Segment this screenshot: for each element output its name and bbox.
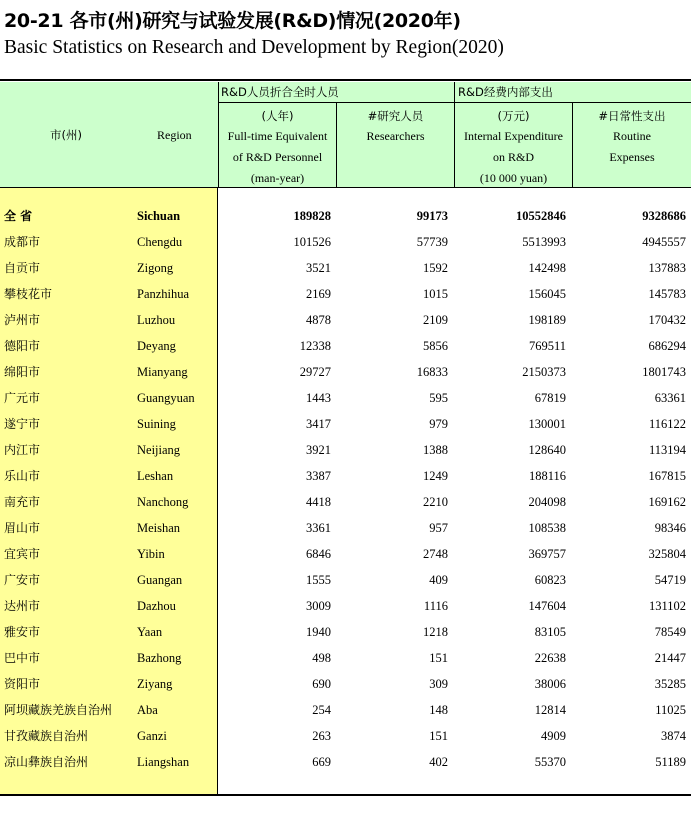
header-exp-unit-cn: (万元) <box>497 109 530 123</box>
value-routine-expenses: 167815 <box>648 469 686 483</box>
value-internal-expenditure: 12814 <box>534 703 566 717</box>
value-researchers: 57739 <box>416 235 448 249</box>
page-title-chinese: 20-21 各市(州)研究与试验发展(R&D)情况(2020年) <box>4 10 461 32</box>
region-name-cn: 遂宁市 <box>4 417 41 431</box>
table-row <box>0 229 691 255</box>
header-region-en: Region <box>157 128 192 142</box>
header-personnel-fte <box>219 106 336 189</box>
value-internal-expenditure: 156045 <box>528 287 566 301</box>
value-fte-personnel: 3417 <box>306 417 331 431</box>
region-name-cn: 成都市 <box>4 235 41 249</box>
value-internal-expenditure: 83105 <box>534 625 566 639</box>
region-name-cn: 广安市 <box>4 573 41 587</box>
region-name-en: Dazhou <box>137 599 176 613</box>
value-researchers: 1592 <box>423 261 448 275</box>
value-routine-expenses: 35285 <box>654 677 686 691</box>
value-internal-expenditure: 108538 <box>528 521 566 535</box>
table-row <box>0 619 691 645</box>
value-fte-personnel: 3921 <box>306 443 331 457</box>
region-name-en: Mianyang <box>137 365 188 379</box>
value-fte-personnel: 3387 <box>306 469 331 483</box>
region-name-en: Neijiang <box>137 443 181 457</box>
value-routine-expenses: 51189 <box>655 755 686 769</box>
value-fte-personnel: 1940 <box>306 625 331 639</box>
region-name-en: Leshan <box>137 469 174 483</box>
value-routine-expenses: 11025 <box>655 703 686 717</box>
table-row <box>0 255 691 281</box>
region-name-cn: 广元市 <box>4 391 41 405</box>
region-name-cn: 泸州市 <box>4 313 41 327</box>
value-fte-personnel: 690 <box>312 677 331 691</box>
value-researchers: 1388 <box>423 443 448 457</box>
value-internal-expenditure: 55370 <box>534 755 566 769</box>
value-internal-expenditure: 369757 <box>528 547 566 561</box>
page-title-english: Basic Statistics on Research and Development by Region(2020) <box>4 37 504 58</box>
value-fte-personnel: 101526 <box>293 235 331 249</box>
header-region-cn: 市(州) <box>50 128 82 142</box>
region-name-en: Yibin <box>137 547 165 561</box>
table-row <box>0 593 691 619</box>
value-internal-expenditure: 67819 <box>534 391 566 405</box>
value-routine-expenses: 169162 <box>648 495 686 509</box>
value-internal-expenditure: 22638 <box>534 651 566 665</box>
header-fte-line1: Full-time Equivalent <box>227 129 328 143</box>
value-routine-expenses: 131102 <box>648 599 686 613</box>
value-internal-expenditure: 769511 <box>528 339 566 353</box>
table-row <box>0 697 691 723</box>
header-researchers-cn: #研究人员 <box>367 109 424 123</box>
value-internal-expenditure: 142498 <box>528 261 566 275</box>
table-row <box>0 333 691 359</box>
table-row <box>0 645 691 671</box>
value-fte-personnel: 3009 <box>306 599 331 613</box>
region-name-cn: 宜宾市 <box>4 547 41 561</box>
value-internal-expenditure: 198189 <box>528 313 566 327</box>
value-fte-personnel: 2169 <box>306 287 331 301</box>
value-fte-personnel: 4418 <box>306 495 331 509</box>
value-researchers: 148 <box>429 703 448 717</box>
value-internal-expenditure: 2150373 <box>522 365 566 379</box>
value-fte-personnel: 1555 <box>306 573 331 587</box>
value-internal-expenditure: 130001 <box>528 417 566 431</box>
region-name-en: Meishan <box>137 521 181 535</box>
region-name-en: Yaan <box>137 625 163 639</box>
region-name-cn: 巴中市 <box>4 651 41 665</box>
region-name-cn: 凉山彝族自治州 <box>4 755 89 769</box>
value-researchers: 99173 <box>416 209 448 223</box>
value-researchers: 1116 <box>423 599 448 613</box>
table-row <box>0 359 691 385</box>
value-researchers: 1218 <box>423 625 448 639</box>
region-name-cn: 资阳市 <box>4 677 41 691</box>
table-row <box>0 541 691 567</box>
table-row <box>0 489 691 515</box>
header-routine-expenses <box>573 106 691 168</box>
region-name-cn: 自贡市 <box>4 261 41 275</box>
value-fte-personnel: 6846 <box>306 547 331 561</box>
table-row <box>0 437 691 463</box>
region-name-cn: 眉山市 <box>4 521 41 535</box>
table-row <box>0 307 691 333</box>
value-routine-expenses: 686294 <box>648 339 686 353</box>
value-fte-personnel: 12338 <box>299 339 331 353</box>
value-researchers: 1015 <box>423 287 448 301</box>
value-internal-expenditure: 188116 <box>528 469 566 483</box>
value-routine-expenses: 3874 <box>661 729 686 743</box>
header-fte-line2: of R&D Personnel <box>232 150 323 164</box>
value-fte-personnel: 3521 <box>306 261 331 275</box>
value-fte-personnel: 4878 <box>306 313 331 327</box>
header-researchers <box>337 106 454 147</box>
table-bottom-rule <box>0 794 691 796</box>
value-internal-expenditure: 147604 <box>528 599 566 613</box>
table-row <box>0 411 691 437</box>
value-researchers: 2210 <box>423 495 448 509</box>
header-group-personnel: R&D人员折合全时人员 <box>221 85 339 99</box>
value-researchers: 2748 <box>423 547 448 561</box>
header-researchers-en: Researchers <box>366 129 425 143</box>
region-name-cn: 攀枝花市 <box>4 287 53 301</box>
value-fte-personnel: 3361 <box>306 521 331 535</box>
header-group-expenditure: R&D经费内部支出 <box>458 85 553 99</box>
value-routine-expenses: 137883 <box>648 261 686 275</box>
value-researchers: 151 <box>429 729 448 743</box>
value-researchers: 309 <box>429 677 448 691</box>
value-internal-expenditure: 4909 <box>541 729 566 743</box>
value-researchers: 16833 <box>416 365 448 379</box>
region-name-en: Panzhihua <box>137 287 190 301</box>
table-row <box>0 749 691 775</box>
value-internal-expenditure: 5513993 <box>522 235 566 249</box>
region-name-cn: 阿坝藏族羌族自治州 <box>4 703 113 717</box>
header-routine-cn: #日常性支出 <box>598 109 666 123</box>
region-name-en: Aba <box>137 703 158 717</box>
value-researchers: 957 <box>429 521 448 535</box>
value-routine-expenses: 9328686 <box>642 209 686 223</box>
region-name-cn: 达州市 <box>4 599 41 613</box>
table-row <box>0 671 691 697</box>
region-name-en: Bazhong <box>137 651 182 665</box>
header-routine-line1: Routine <box>613 129 651 143</box>
value-routine-expenses: 63361 <box>654 391 686 405</box>
value-routine-expenses: 113194 <box>648 443 686 457</box>
region-name-cn: 乐山市 <box>4 469 41 483</box>
header-fte-unit-cn: (人年) <box>261 109 294 123</box>
region-name-cn: 雅安市 <box>4 625 41 639</box>
header-routine-line2: Expenses <box>609 150 655 164</box>
table-top-rule <box>0 79 691 81</box>
region-name-en: Zigong <box>137 261 174 275</box>
region-name-en: Liangshan <box>137 755 190 769</box>
table-row-total <box>0 203 691 229</box>
table-row <box>0 723 691 749</box>
value-routine-expenses: 78549 <box>654 625 686 639</box>
region-name-en: Guangan <box>137 573 183 587</box>
value-researchers: 595 <box>429 391 448 405</box>
header-fte-line3: (man-year) <box>250 171 305 185</box>
region-name-en: Ziyang <box>137 677 173 691</box>
value-internal-expenditure: 60823 <box>534 573 566 587</box>
region-name-cn: 内江市 <box>4 443 41 457</box>
value-fte-personnel: 498 <box>312 651 331 665</box>
table-row <box>0 281 691 307</box>
region-name-en: Luzhou <box>137 313 176 327</box>
value-researchers: 979 <box>429 417 448 431</box>
value-routine-expenses: 325804 <box>648 547 686 561</box>
value-researchers: 2109 <box>423 313 448 327</box>
value-internal-expenditure: 128640 <box>528 443 566 457</box>
table-row <box>0 515 691 541</box>
table-row <box>0 567 691 593</box>
value-researchers: 5856 <box>423 339 448 353</box>
value-routine-expenses: 170432 <box>648 313 686 327</box>
region-name-en: Chengdu <box>137 235 183 249</box>
region-name-cn: 德阳市 <box>4 339 41 353</box>
value-researchers: 151 <box>429 651 448 665</box>
value-routine-expenses: 145783 <box>648 287 686 301</box>
region-name-en: Guangyuan <box>137 391 195 405</box>
value-routine-expenses: 4945557 <box>642 235 686 249</box>
region-name-en: Ganzi <box>137 729 167 743</box>
value-routine-expenses: 116122 <box>648 417 686 431</box>
header-internal-expenditure <box>455 106 572 189</box>
value-researchers: 402 <box>429 755 448 769</box>
header-divider <box>218 102 691 103</box>
region-name-cn: 绵阳市 <box>4 365 41 379</box>
value-internal-expenditure: 10552846 <box>516 209 566 223</box>
value-fte-personnel: 1443 <box>306 391 331 405</box>
header-exp-line2: on R&D <box>492 150 534 164</box>
value-fte-personnel: 189828 <box>293 209 331 223</box>
region-name-en: Deyang <box>137 339 176 353</box>
region-name-cn: 全 省 <box>4 209 33 223</box>
region-name-en: Nanchong <box>137 495 189 509</box>
value-routine-expenses: 54719 <box>654 573 686 587</box>
region-name-en: Sichuan <box>137 209 181 223</box>
value-routine-expenses: 98346 <box>654 521 686 535</box>
region-name-cn: 甘孜藏族自治州 <box>4 729 89 743</box>
value-internal-expenditure: 38006 <box>534 677 566 691</box>
value-researchers: 409 <box>429 573 448 587</box>
region-name-cn: 南充市 <box>4 495 41 509</box>
header-exp-line3: (10 000 yuan) <box>479 171 548 185</box>
header-exp-line1: Internal Expenditure <box>464 129 563 143</box>
value-researchers: 1249 <box>423 469 448 483</box>
value-fte-personnel: 254 <box>312 703 331 717</box>
value-fte-personnel: 263 <box>312 729 331 743</box>
value-routine-expenses: 21447 <box>654 651 686 665</box>
value-fte-personnel: 669 <box>312 755 331 769</box>
value-routine-expenses: 1801743 <box>642 365 686 379</box>
value-internal-expenditure: 204098 <box>528 495 566 509</box>
region-name-en: Suining <box>137 417 176 431</box>
table-row <box>0 463 691 489</box>
table-row <box>0 385 691 411</box>
value-fte-personnel: 29727 <box>299 365 331 379</box>
